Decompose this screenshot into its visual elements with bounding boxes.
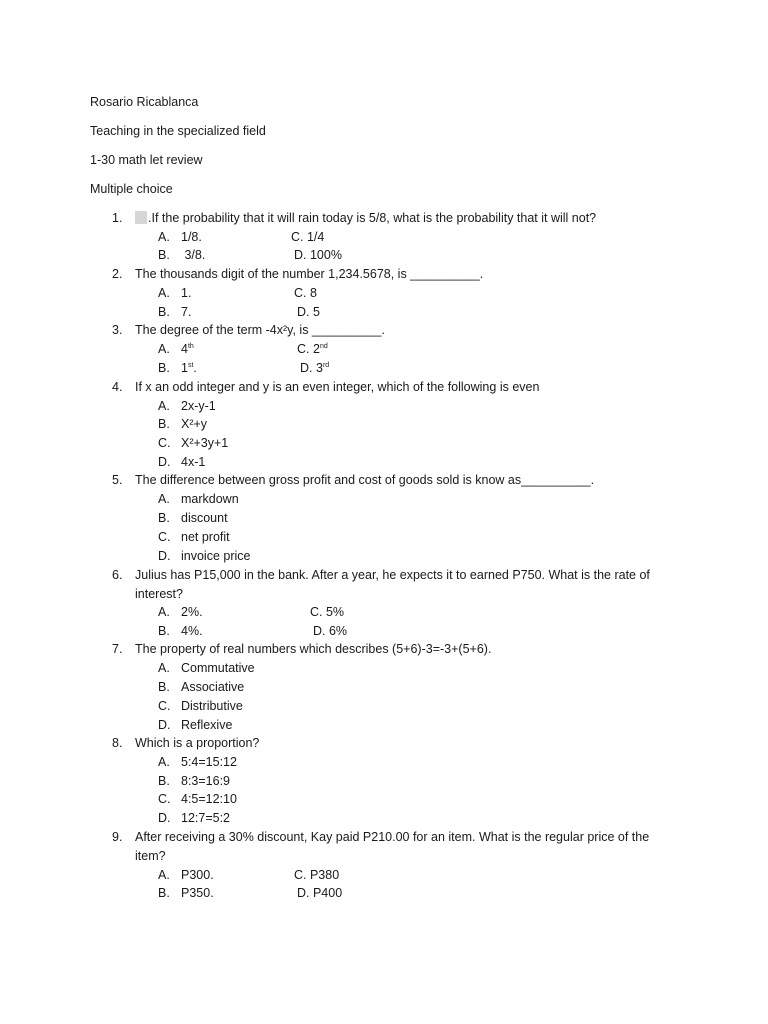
- option-letter: B.: [158, 886, 170, 900]
- option-letter: D.: [158, 455, 171, 469]
- option-row: [0, 790, 768, 809]
- option-letter: C.: [158, 699, 171, 713]
- question-text: The thousands digit of the number 1,234.5678, is __________.: [135, 267, 484, 281]
- option-row: [0, 622, 768, 641]
- option-row: [0, 284, 768, 303]
- option-letter: A.: [158, 755, 170, 769]
- option-text: 4x-1: [181, 455, 206, 469]
- option-row: [0, 678, 768, 697]
- option-text: 12:7=5:2: [181, 811, 231, 825]
- option-letter: B.: [158, 361, 170, 375]
- option-text: C. 5%: [310, 605, 345, 619]
- option-row: [0, 866, 768, 885]
- option-text: P300.: [181, 868, 214, 882]
- option-row: [0, 340, 768, 359]
- option-row: [0, 697, 768, 716]
- option-row: [0, 547, 768, 566]
- option-text: invoice price: [181, 549, 251, 563]
- option-text: 5:4=15:12: [181, 755, 237, 769]
- option-text: D. 3rd: [300, 361, 330, 375]
- option-text: 1st.: [181, 361, 197, 375]
- option-letter: D.: [158, 718, 171, 732]
- option-text: 3/8.: [181, 248, 206, 262]
- option-row: [0, 453, 768, 472]
- option-row: [0, 228, 768, 247]
- question-number: 7.: [112, 642, 123, 656]
- question-text: Julius has P15,000 in the bank. After a year, he expects it to earned P750. What is the rate of interest?: [135, 568, 650, 601]
- option-letter: B.: [158, 774, 170, 788]
- option-text: D. 6%: [313, 624, 348, 638]
- option-row: [0, 246, 768, 265]
- option-letter: A.: [158, 868, 170, 882]
- option-text: markdown: [181, 492, 239, 506]
- option-text: 8:3=16:9: [181, 774, 231, 788]
- question-text: Which is a proportion?: [135, 736, 260, 750]
- question-text: The degree of the term -4x²y, is __________.: [135, 323, 385, 337]
- option-letter: A.: [158, 661, 170, 675]
- question-number: 6.: [112, 568, 123, 582]
- option-text: 7.: [181, 305, 192, 319]
- option-row: [0, 528, 768, 547]
- option-row: [0, 415, 768, 434]
- option-row: [0, 884, 768, 903]
- option-text: 1.: [181, 286, 192, 300]
- option-row: [0, 809, 768, 828]
- option-row: [0, 509, 768, 528]
- question-text: The difference between gross profit and cost of goods sold is know as__________.: [135, 473, 595, 487]
- subject-title: 1-30 math let review: [90, 153, 203, 167]
- course-title: Teaching in the specialized field: [90, 124, 266, 138]
- option-letter: B.: [158, 305, 170, 319]
- option-text: 4%.: [181, 624, 203, 638]
- option-row: [0, 753, 768, 772]
- option-row: [0, 359, 768, 378]
- option-text: 2x-y-1: [181, 399, 216, 413]
- question-text: If x an odd integer and y is an even integer, which of the following is even: [135, 380, 540, 394]
- option-text: Commutative: [181, 661, 255, 675]
- option-row: [0, 303, 768, 322]
- option-text: D. 5: [297, 305, 320, 319]
- option-text: 1/8.: [181, 230, 202, 244]
- option-text: discount: [181, 511, 228, 525]
- option-text: P350.: [181, 886, 214, 900]
- option-text: D. P400: [297, 886, 343, 900]
- option-text: Reflexive: [181, 718, 233, 732]
- option-letter: B.: [158, 624, 170, 638]
- option-letter: B.: [158, 680, 170, 694]
- option-row: [0, 490, 768, 509]
- option-text: C. 2nd: [297, 342, 328, 356]
- option-text: C. 8: [294, 286, 317, 300]
- option-text: 4:5=12:10: [181, 792, 237, 806]
- section-title: Multiple choice: [90, 182, 173, 196]
- option-text: Distributive: [181, 699, 243, 713]
- option-text: X²+3y+1: [181, 436, 229, 450]
- option-row: [0, 659, 768, 678]
- option-letter: A.: [158, 492, 170, 506]
- question-number: 4.: [112, 380, 123, 394]
- option-letter: B.: [158, 511, 170, 525]
- option-row: [0, 603, 768, 622]
- question-number: 1.: [112, 211, 123, 225]
- option-row: [0, 397, 768, 416]
- option-text: C. P380: [294, 868, 340, 882]
- option-text: 2%.: [181, 605, 203, 619]
- question-text: .If the probability that it will rain today is 5/8, what is the probability that it will not?: [135, 209, 665, 228]
- option-letter: C.: [158, 436, 171, 450]
- option-text: D. 100%: [294, 248, 342, 262]
- option-text: 4th: [181, 342, 194, 356]
- question-text: After receiving a 30% discount, Kay paid P210.00 for an item. What is the regular price of the item?: [135, 830, 650, 863]
- option-letter: C.: [158, 530, 171, 544]
- option-text: Associative: [181, 680, 245, 694]
- question-number: 8.: [112, 736, 123, 750]
- option-letter: B.: [158, 417, 170, 431]
- question-number: 3.: [112, 323, 123, 337]
- option-letter: A.: [158, 342, 170, 356]
- option-text: net profit: [181, 530, 230, 544]
- author-name: Rosario Ricablanca: [90, 95, 199, 109]
- option-letter: B.: [158, 248, 170, 262]
- option-row: [0, 434, 768, 453]
- option-letter: A.: [158, 286, 170, 300]
- text-highlight: [135, 211, 147, 224]
- option-text: C. 1/4: [291, 230, 325, 244]
- option-letter: D.: [158, 811, 171, 825]
- question-number: 9.: [112, 830, 123, 844]
- option-row: [0, 716, 768, 735]
- option-letter: A.: [158, 230, 170, 244]
- option-letter: C.: [158, 792, 171, 806]
- option-row: [0, 772, 768, 791]
- question-number: 5.: [112, 473, 123, 487]
- question-number: 2.: [112, 267, 123, 281]
- option-letter: A.: [158, 399, 170, 413]
- question-text: The property of real numbers which describes (5+6)-3=-3+(5+6).: [135, 642, 492, 656]
- option-letter: D.: [158, 549, 171, 563]
- option-letter: A.: [158, 605, 170, 619]
- option-text: X²+y: [181, 417, 208, 431]
